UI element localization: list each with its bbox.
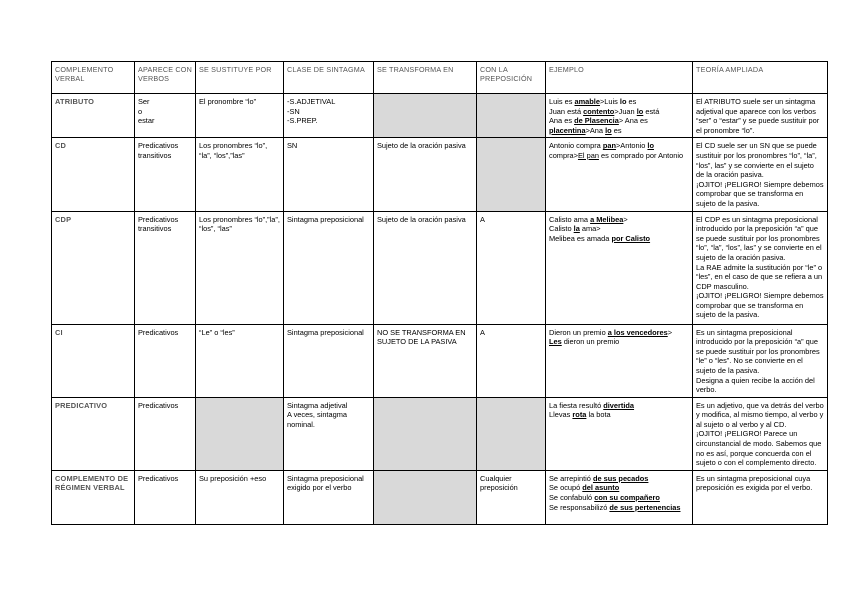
clase-line: SN [287,141,298,151]
clase-line: Sintagma preposicional [287,327,364,337]
verbos-line: Predicativos transitivos [138,214,179,234]
complemento-name: COMPLEMENTO DE RÉGIMEN VERBAL [52,470,135,524]
header-ejemplo: EJEMPLO [546,62,693,94]
ejemplo-line [549,107,689,117]
clase-line: Sintagma preposicional exigido por el verbo [287,473,364,493]
complemento-name: CI [52,324,135,397]
ejemplo-line [549,503,689,513]
ejemplo-cell [546,324,693,397]
ejemplo-text: es [611,125,622,135]
ejemplo-cell [546,211,693,324]
ejemplo-text: Se responsabilizó [549,502,610,512]
ejemplo-line [549,401,689,411]
ejemplo-text: Dieron un premio [549,327,608,337]
teoria-line: El CDP es un sintagma preposicional introducido por la preposición “a” que se puede sustituir por los pronombres “lo”, “la”, “los”, las” y se convierte en el sujeto de la oración pasiva. [696,214,822,262]
ejemplo-text: >Ana [585,125,606,135]
ejemplo-text: Llevas [549,410,573,420]
preposicion-cell: A [477,324,546,397]
ejemplo-text: es [626,97,637,106]
ejemplo-line [549,224,689,234]
ejemplo-highlight: placentina [549,125,586,135]
clase-line: A veces, sintagma nominal. [287,410,347,429]
ejemplo-highlight: del asunto [582,483,620,493]
grammar-table [51,61,828,525]
clase-line: Sintagma preposicional [287,214,364,224]
ejemplo-highlight: a los vencedores [607,327,668,337]
header-teoria: TEORÍA AMPLIADA [693,62,828,94]
ejemplo-text: la bota [586,410,611,420]
complemento-name: CD [52,138,135,211]
ejemplo-cell [546,94,693,138]
clase-line: Sintagma adjetival [287,400,348,410]
teoria-line: Es un sintagma preposicional introducido por la preposición “a” que se puede sustituir por los pronombres “le” o “les”. No se convierte en el sujeto de la pasiva. [696,327,820,375]
header-transforma: SE TRANSFORMA EN [374,62,477,94]
header-complemento: COMPLEMENTO VERBAL [52,62,135,94]
transforma-cell: Sujeto de la oración pasiva [374,138,477,211]
clase-line: -S.PREP. [287,116,318,126]
ejemplo-text: dieron un premio [561,337,620,347]
header-clase: CLASE DE SINTAGMA [284,62,374,94]
ejemplo-text: Juan está [549,106,584,116]
transforma-cell: NO SE TRANSFORMA EN SUJETO DE LA PASIVA [374,324,477,397]
ejemplo-line [549,116,689,126]
ejemplo-line [549,215,689,225]
ejemplo-line [549,410,689,420]
teoria-cell [693,470,828,524]
ejemplo-highlight: rota [572,410,587,420]
ejemplo-highlight: pan [602,141,616,151]
preposicion-cell [477,397,546,470]
ejemplo-text: > [667,327,673,337]
ejemplo-highlight: por Calisto [611,233,651,243]
complemento-name: PREDICATIVO [52,397,135,470]
ejemplo-highlight: de Plasencia [574,116,619,126]
verbos-cell [135,324,196,397]
ejemplo-line [549,126,689,136]
preposicion-cell: A [477,211,546,324]
verbos-line: Predicativos [138,473,179,483]
transforma-cell [374,94,477,138]
verbos-cell [135,397,196,470]
ejemplo-text: Antonio compra [549,141,603,151]
ejemplo-line [549,493,689,503]
sustituye-cell: Su preposición +eso [196,470,284,524]
sustituye-cell: El pronombre “lo” [196,94,284,138]
header-verbos: APARECE CON VERBOS [135,62,196,94]
table-row [52,397,828,470]
ejemplo-highlight: contento [583,106,615,116]
clase-cell [284,470,374,524]
verbos-cell [135,211,196,324]
teoria-line: ¡OJITO! ¡PELIGRO! Siempre debemos comprobar que se transforma en sujeto de la pasiva. [696,179,824,208]
ejemplo-text: Calisto ama [549,214,591,224]
clase-line: -SN [287,106,300,116]
verbos-cell [135,138,196,211]
ejemplo-line [549,483,689,493]
teoria-line: El CD suele ser un SN que se puede sustituir por los pronombres “lo”, “la”, “los”, las” y se convierte en el sujeto de la oración pasiva. [696,141,817,180]
teoria-cell [693,138,828,211]
complemento-name: ATRIBUTO [52,94,135,138]
ejemplo-text: Se ocupó [549,483,583,493]
complemento-name: CDP [52,211,135,324]
ejemplo-line [549,234,689,244]
table-row [52,211,828,324]
ejemplo-text: >Antonio [615,141,648,151]
verbos-line: estar [138,116,155,126]
preposicion-cell: Cualquier preposición [477,470,546,524]
verbos-cell [135,470,196,524]
teoria-line: El ATRIBUTO suele ser un sintagma adjetival que aparece con los verbos “ser” o “estar” y se puede sustituir por el pronombre “lo”. [696,97,820,135]
ejemplo-highlight: a Melibea [590,214,624,224]
transforma-cell [374,470,477,524]
clase-cell [284,211,374,324]
ejemplo-text: Luis es [549,97,575,106]
ejemplo-highlight: Les [549,337,562,347]
ejemplo-cell [546,138,693,211]
ejemplo-highlight: de sus pertenencias [609,502,681,512]
teoria-line: ¡OJITO! ¡PELIGRO! Siempre debemos comprobar que se transforma en sujeto de la pasiva. [696,291,824,320]
ejemplo-text: Se confabuló [549,493,595,503]
ejemplo-text: ama> [579,224,601,234]
ejemplo-cell [546,470,693,524]
teoria-cell [693,324,828,397]
ejemplo-text: El pan [577,150,599,160]
ejemplo-text: compra> [549,150,578,160]
clase-cell [284,397,374,470]
sustituye-cell: Los pronombres “lo”,”la”, “los”, “las” [196,211,284,324]
ejemplo-text: > [623,214,628,224]
header-sustituye: SE SUSTITUYE POR [196,62,284,94]
verbos-cell [135,94,196,138]
ejemplo-line [549,337,689,347]
teoria-cell [693,94,828,138]
preposicion-cell [477,94,546,138]
ejemplo-line [549,151,689,161]
ejemplo-highlight: lo [636,106,644,116]
ejemplo-text: lo [619,97,627,106]
transforma-cell [374,397,477,470]
ejemplo-line [549,141,689,151]
sustituye-cell: Los pronombres “lo”, “la”, “los”,”las” [196,138,284,211]
ejemplo-text: La fiesta resultó [549,400,604,410]
ejemplo-line [549,474,689,484]
ejemplo-text: Melibea es amada [549,233,612,243]
verbos-line: o [138,106,143,116]
clase-line: -S.ADJETIVAL [287,97,336,106]
ejemplo-text: es comprado por Antonio [598,150,684,160]
table-row [52,138,828,211]
ejemplo-highlight: lo [647,141,654,151]
ejemplo-text: >Juan [614,106,637,116]
ejemplo-line [549,328,689,338]
header-row [52,62,828,94]
ejemplo-text: Ana es [549,116,575,126]
table-row [52,470,828,524]
teoria-line: Designa a quien recibe la acción del verbo. [696,375,815,395]
verbos-line: Ser [138,97,150,106]
clase-cell [284,94,374,138]
ejemplo-text: > Ana es [618,116,648,126]
teoria-line: Es un sintagma preposicional cuya preposición es exigida por el verbo. [696,473,813,493]
clase-cell [284,324,374,397]
header-preposicion: CON LA PREPOSICIÓN [477,62,546,94]
ejemplo-highlight: con su compañero [594,493,660,503]
ejemplo-highlight: de sus pecados [592,473,649,483]
teoria-line: La RAE admite la sustitución por “le” o “les”, en el caso de que se refiera a un CDP masculino. [696,262,823,291]
teoria-line: ¡OJITO! ¡PELIGRO! Parece un circunstancial de modo. Sabemos que no es así, porque concuerda con el sujeto o con el complemento directo. [696,429,822,468]
ejemplo-text: Se arrepintió [549,473,593,483]
ejemplo-text: está [643,106,660,116]
ejemplo-highlight: lo [605,125,612,135]
teoria-cell [693,397,828,470]
transforma-cell: Sujeto de la oración pasiva [374,211,477,324]
ejemplo-line [549,97,689,107]
ejemplo-cell [546,397,693,470]
sustituye-cell [196,397,284,470]
ejemplo-text: >Luis [599,97,620,106]
ejemplo-highlight: divertida [603,400,635,410]
ejemplo-text: Calisto [549,224,574,234]
preposicion-cell [477,138,546,211]
ejemplo-highlight: amable [574,97,600,106]
clase-cell [284,138,374,211]
table-row [52,324,828,397]
verbos-line: Predicativos [138,327,179,337]
verbos-line: Predicativos [138,400,179,410]
teoria-cell [693,211,828,324]
ejemplo-highlight: la [573,224,580,234]
teoria-line: Es un adjetivo, que va detrás del verbo y modifica, al mismo tiempo, al verbo y al sujeto o al verbo y al CD. [696,400,824,429]
table-row [52,94,828,138]
verbos-line: Predicativos transitivos [138,141,179,160]
sustituye-cell: “Le” o “les” [196,324,284,397]
